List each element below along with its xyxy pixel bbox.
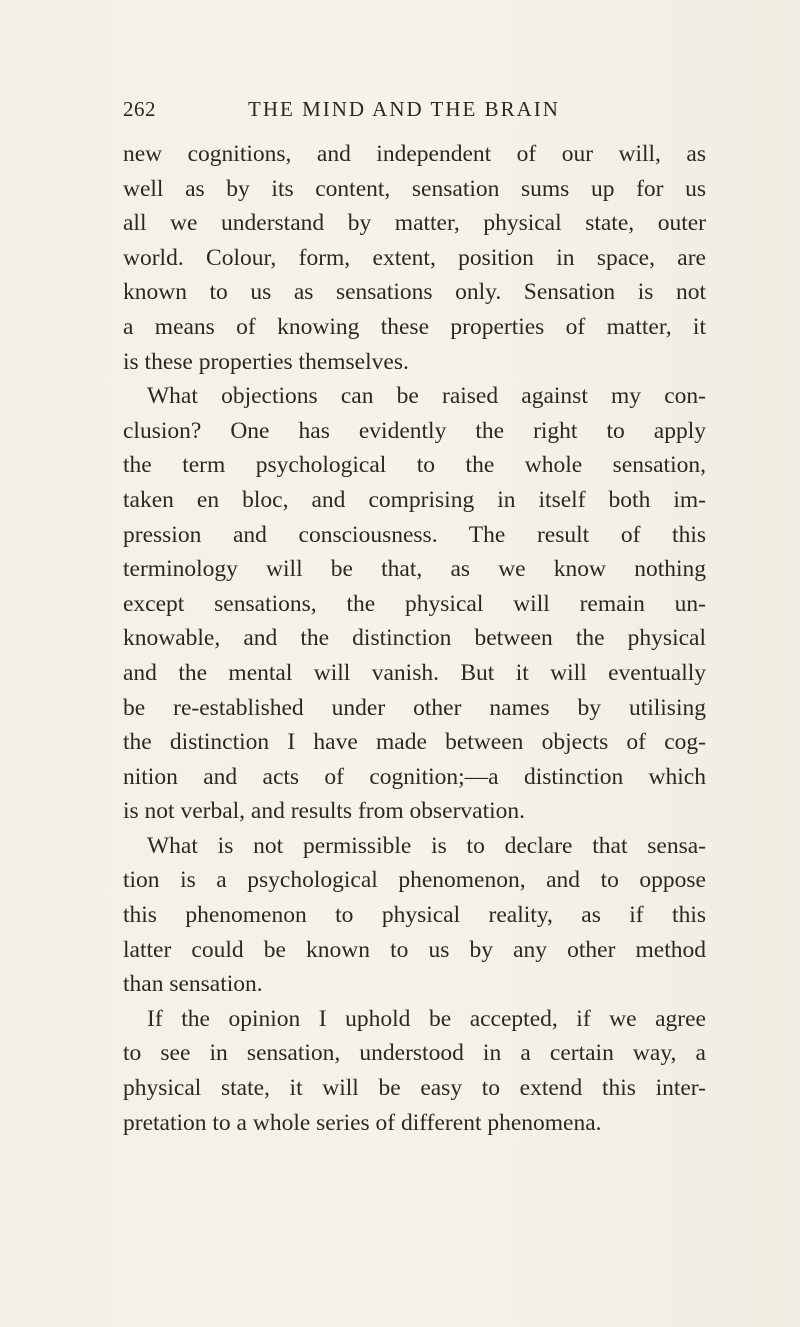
text-line: clusion? One has evidently the right to apply	[123, 417, 706, 444]
text-line: known to us as sensations only. Sensation is not	[123, 279, 706, 306]
text-line: than sensation.	[123, 971, 263, 998]
text-line: is not verbal, and results from observation.	[123, 798, 526, 825]
text-line: except sensations, the physical will remain un-	[123, 590, 706, 617]
text-line: a means of knowing these properties of matter, it	[123, 313, 706, 340]
text-line: the distinction I have made between objects of cog-	[123, 729, 706, 756]
text-line: new cognitions, and independent of our will, as	[123, 141, 706, 167]
text-line: well as by its content, sensation sums up for us	[123, 175, 706, 202]
text-line: the term psychological to the whole sensation,	[123, 452, 706, 479]
text-line: pretation to a whole series of different phenomena.	[123, 1109, 602, 1136]
text-line: latter could be known to us by any other method	[123, 936, 706, 963]
text-line: is these properties themselves.	[123, 348, 409, 375]
text-line: be re-established under other names by utilising	[123, 694, 706, 721]
text-line: knowable, and the distinction between the physical	[123, 625, 706, 652]
text-line: physical state, it will be easy to extend this inter-	[123, 1075, 706, 1102]
body-text	[123, 137, 706, 1140]
text-line: taken en bloc, and comprising in itself both im-	[123, 486, 706, 513]
text-line: If the opinion I uphold be accepted, if we agree	[147, 1005, 706, 1032]
text-line: to see in sensation, understood in a certain way, a	[123, 1040, 706, 1067]
text-line: terminology will be that, as we know nothing	[123, 556, 706, 583]
page-number: 262	[123, 97, 156, 121]
text-line: world. Colour, form, extent, position in space, are	[123, 244, 706, 271]
text-line: What objections can be raised against my con-	[147, 383, 706, 410]
text-line: nition and acts of cognition;—a distinction which	[123, 763, 706, 790]
text-line: What is not permissible is to declare that sensa-	[147, 832, 706, 859]
text-line: pression and consciousness. The result of this	[123, 521, 706, 548]
text-line: all we understand by matter, physical state, outer	[123, 210, 706, 237]
text-line: this phenomenon to physical reality, as if this	[123, 902, 706, 929]
page-header	[123, 97, 723, 127]
text-line: and the mental will vanish. But it will eventually	[123, 659, 706, 686]
running-title: THE MIND AND THE BRAIN	[248, 97, 560, 121]
text-line: tion is a psychological phenomenon, and to oppose	[123, 867, 706, 894]
